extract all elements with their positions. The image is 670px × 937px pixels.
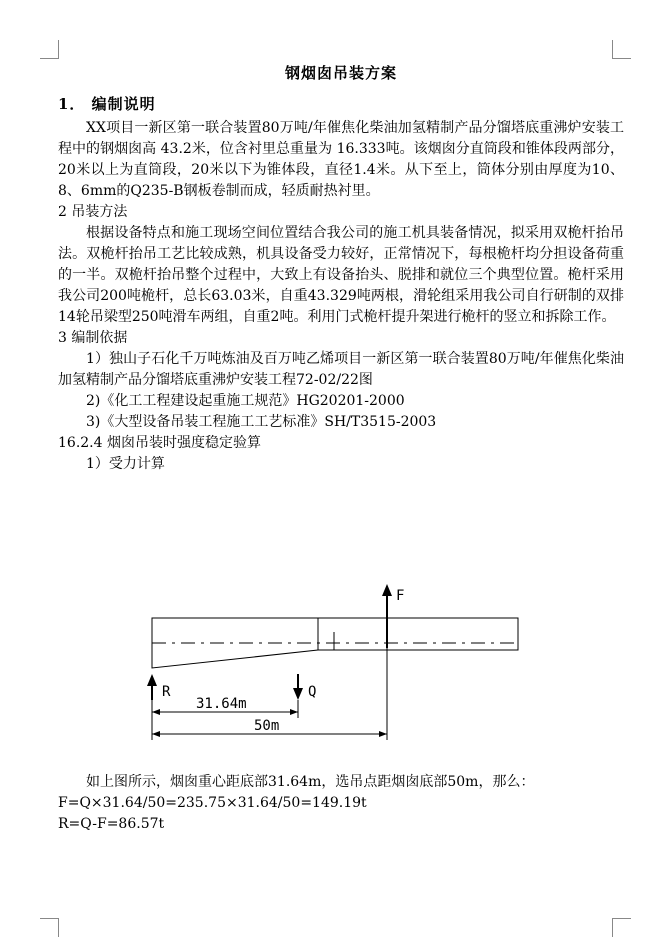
section-1-heading: 1． 编制说明: [58, 95, 156, 113]
force-q-arrowhead: [293, 688, 303, 700]
reference-item: 3)《大型设备吊装工程施工工艺标准》SH/T3515-2003: [86, 414, 437, 430]
force-diagram: [140, 578, 530, 748]
section-1-paragraph: XX项目一新区第一联合装置80万吨/年催焦化柴油加氢精制产品分馏塔底重沸炉安装工程中的钢烟囱高 43.2米，位含衬里总重量为 16.333吨。该烟囱分直筒段和锥体段两部分，20米以上为直筒段，20米以下为锥体段，直径1.4米。从下至上，筒体分别由厚度为10、8、6mm的Q235-B钢板卷制而成，轻质耐热衬里。: [58, 120, 624, 199]
reference-item: 1）独山子石化千万吨炼油及百万吨乙烯项目一新区第一联合装置80万吨/年催焦化柴油加氢精制产品分馏塔底重沸炉安装工程72-02/22图: [58, 351, 624, 388]
label-r: R: [162, 684, 171, 700]
corner-mark-top-right: [612, 40, 631, 59]
reference-item: 2)《化工工程建设起重施工规范》HG20201-2000: [86, 393, 405, 409]
chimney-outline: [152, 618, 318, 668]
dimension-label-31-64: 31.64m: [196, 696, 247, 712]
corner-mark-bottom-left: [40, 918, 59, 937]
chimney-straight-section: [318, 618, 518, 650]
section-4-heading: 16.2.4 烟囱吊装时强度稳定验算: [58, 435, 261, 451]
equation-f: F=Q×31.64/50=235.75×31.64/50=149.19t: [58, 795, 367, 811]
dimension-50-arrow-left: [152, 731, 160, 737]
section-2-heading: 2 吊装方法: [58, 204, 128, 220]
calculation-intro: 如上图所示，烟囱重心距底部31.64m，选吊点距烟囱底部50m，那么：: [86, 774, 535, 790]
corner-mark-bottom-right: [612, 918, 631, 937]
section-4-subheading: 1）受力计算: [86, 456, 165, 472]
force-diagram-svg: [140, 578, 530, 748]
section-3-heading: 3 编制依据: [58, 330, 128, 346]
equation-r: R=Q-F=86.57t: [58, 816, 165, 832]
label-f: F: [396, 588, 405, 604]
force-r-arrowhead: [147, 674, 157, 686]
force-f-arrowhead: [382, 584, 392, 596]
calculation-block: [58, 772, 624, 835]
document-title: 钢烟囱吊装方案: [284, 64, 397, 82]
document-body: [58, 62, 624, 475]
dimension-50-arrow-right: [379, 731, 387, 737]
label-q: Q: [308, 684, 317, 700]
dimension-label-50: 50m: [254, 718, 280, 734]
section-2-paragraph: 根据设备特点和施工现场空间位置结合我公司的施工机具装备情况，拟采用双桅杆抬吊法。双桅杆抬吊工艺比较成熟，机具设备受力较好，正常情况下，每根桅杆均分担设备荷重的一半。双桅杆抬吊整个过程中，大致上有设备抬头、脱排和就位三个典型位置。桅杆采用我公司200吨桅杆，总长63.03米，自重43.329吨两根，滑轮组采用我公司自行研制的双排14轮吊梁型250吨滑车两组，自重2吨。利用门式桅杆提升架进行桅杆的竖立和拆除工作。: [58, 225, 624, 325]
dimension-31-64-arrow-left: [152, 709, 160, 715]
corner-mark-top-left: [40, 40, 59, 59]
dimension-31-64-arrow-right: [290, 709, 298, 715]
